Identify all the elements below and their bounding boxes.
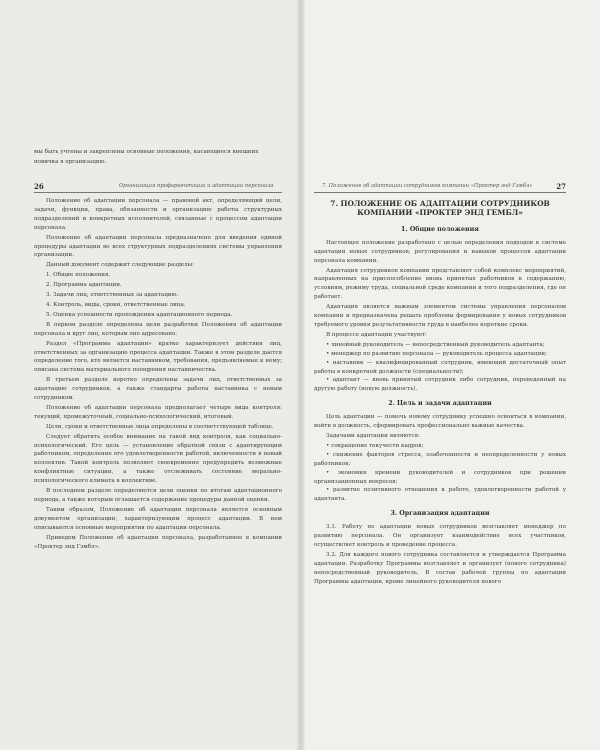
list-item: • менеджер по развитию персонала — руководитель процесса адаптации;: [326, 350, 547, 357]
page-number: 26: [34, 182, 44, 191]
paragraph: 3.2. Для каждого нового сотрудника составляется и утверждается Программа адаптации. Разработку Программы возглавляет и организует (нового сотрудника) непосредственный руководитель. В состав рабочей группы по адаптации Программы адаптации, кроме линейного руководителя нового: [314, 552, 566, 585]
list-item: • адаптант — вновь принятый сотрудник либо сотрудник, переведенный на другую работу (новую должность).: [314, 377, 566, 393]
paragraph: Таким образом, Положение об адаптации персонала является основным документом организации, характеризующим процесс адаптации. В нем описываются основные мероприятия по адаптации персонала.: [34, 506, 282, 531]
running-header: [314, 181, 566, 193]
continued-text: [34, 148, 282, 168]
paragraph: В процессе адаптации участвуют:: [326, 331, 427, 338]
list-item: • экономия времени руководителей и сотрудников при решении организационных вопросов;: [314, 469, 566, 485]
top-line-2: новичка в организацию.: [34, 158, 107, 165]
left-body-text: [34, 197, 282, 552]
paragraph: В третьем разделе коротко определены задачи лиц, ответственных за адаптацию сотрудников, а также стандарты работы наставника с новым сотрудником.: [34, 377, 282, 402]
book-gutter: [296, 0, 306, 750]
section-title: 2. Цель и задачи адаптации: [388, 400, 492, 408]
list-item: • развитие позитивного отношения к работе, удовлетворенности работой у адаптанта.: [314, 487, 566, 503]
page-number: 27: [556, 182, 566, 191]
paragraph: В последнем разделе определяются цели оценки по итогам адаптационного периода, а также которым оглашается содержание процедуры данной оценки.: [34, 488, 282, 503]
section-title: 1. Общие положения: [401, 225, 479, 233]
header-title: Организация профориентации и адаптации персонала: [119, 183, 274, 189]
bullet-list: [314, 442, 566, 504]
paragraph: Приведем Положение об адаптации персонала, разработанное в компании «Проктер энд Гэмбл».: [34, 534, 282, 550]
paragraph: Положение об адаптации персонала — правовой акт, определяющий цели, задачи, функции, права, обязанности и организацию работы структурных подразделений и конкретных исполнителей, связанные с процессом адаптации персонала.: [34, 198, 282, 231]
list-item: 4. Контроль, виды, сроки, ответственные лица.: [46, 301, 186, 308]
list-item: • наставник — квалифицированный сотрудник, имеющий достаточный опыт работы в конкретной должности (специальности);: [314, 359, 566, 375]
list-item: 3. Задачи лиц, ответственных за адаптацию.: [46, 292, 179, 299]
header-title: 7. Положение об адаптации сотрудников компании «Проктер энд Гэмбл»: [322, 183, 533, 189]
paragraph: В первом разделе определены цели разработки Положения об адаптации персонала и круг лиц, которым оно адресовано.: [34, 321, 282, 337]
list-item: • сокращение текучести кадров;: [326, 442, 424, 449]
paragraph: Данный документ содержит следующие разделы:: [46, 262, 194, 269]
paragraph: Цели, сроки и ответственные лица определены в соответствующей таблице.: [46, 423, 274, 430]
right-body-text: [314, 199, 566, 588]
paragraph: Адаптация сотрудников компании представляет собой комплекс мероприятий, направленных на приспособление вновь принятых работников к содержанию, условиям, режиму труда, социальной среде компании и того подразделения, где он работает.: [314, 267, 566, 301]
section-title: 3. Организация адаптации: [390, 510, 490, 518]
chapter-title: 7. ПОЛОЖЕНИЕ ОБ АДАПТАЦИИ СОТРУДНИКОВ КОМПАНИИ «ПРОКТЕР ЭНД ГЕМБЛ»: [330, 199, 550, 218]
paragraph: Положение об адаптации персонала предполагает четыре вида контроля: текущий, промежуточный, социально-психологический, итоговый.: [34, 404, 282, 420]
list-item: 5. Оценка успешности прохождения адаптационного периода.: [46, 311, 233, 318]
right-page: [300, 0, 600, 750]
paragraph: Задачами адаптации являются:: [326, 433, 420, 440]
paragraph: Цель адаптации — помочь новому сотруднику успешно освоиться в компании, войти в должность, сформировать профессионально важные качества.: [314, 414, 566, 430]
list-item: • снижение факторов стресса, озабоченности и неопределенности у новых работников;: [314, 451, 566, 467]
paragraph: Адаптация является важным элементом системы управления персоналом компании и предназначена решать проблемы формирования у новых сотрудников требуемого уровня результативности труда в наиболее короткие сроки.: [314, 304, 566, 328]
list-item: 1. Общие положения.: [46, 272, 111, 279]
paragraph: Положение об адаптации персонала предназначено для введения единой процедуры адаптации во всех структурных подразделениях системы управления организации.: [34, 234, 282, 259]
paragraph: 3.1. Работу по адаптации новых сотрудников возглавляет менеджер по развитию персонала. Он организует взаимодействие всех участников, осуществляет контроль и проведение процесса.: [314, 524, 566, 549]
bullet-list: [314, 341, 566, 394]
list-item: 2. Программа адаптации.: [46, 282, 122, 289]
paragraph: Следует обратить особое внимание на такой вид контроля, как социально-психологический. Его цель — установление обратной связи с адаптирующим работником, определение его удовлетворенности работой, включенности в новый коллектив. Такой контроль позволяет своевременно предупредить возможные конфликтные ситуации, а также отслеживать состояние морально-психологического климата в коллективе.: [34, 433, 282, 485]
running-header: [34, 181, 282, 193]
top-line-1: мы быть учтены и закреплены основные положения, касающиеся внешних: [34, 149, 259, 155]
list-item: • линейный руководитель — непосредственный руководитель адаптанта;: [326, 341, 545, 348]
paragraph: Раздел «Программа адаптации» кратко характеризует действия лиц, ответственных за организацию процесса адаптации. Также в этом разделе дается определение того, кто является наставником, требования, предъявляемые к нему; описана система материального поощрения наставничества.: [34, 340, 282, 374]
paragraph: Настоящее положение разработано с целью определения подходов к системе адаптации новых сотрудников, регулирования и навыков процессов адаптации персонала компании.: [314, 239, 566, 264]
